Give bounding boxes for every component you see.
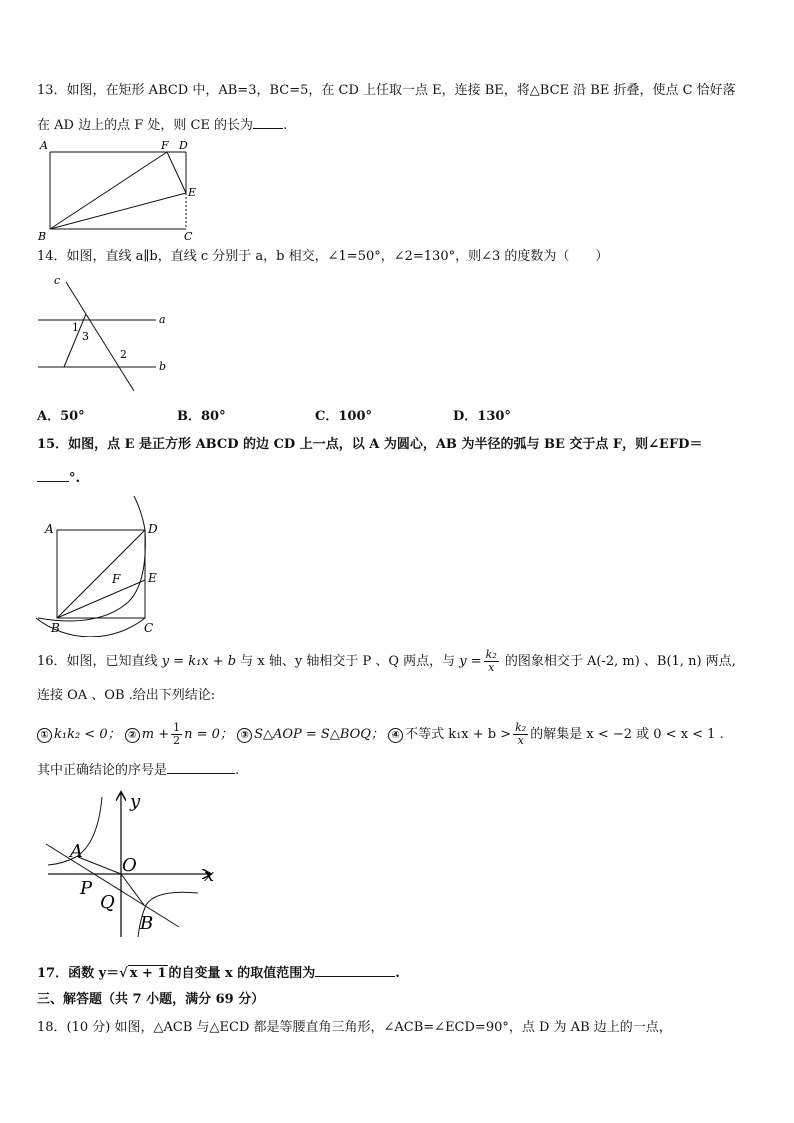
q16-eq-curve-y: y =: [459, 654, 482, 669]
q15-line2-end: °.: [69, 471, 81, 486]
q15-label-c: C: [144, 621, 154, 635]
q16-k2-num: k₂: [485, 648, 497, 661]
q14-choice-d[interactable]: D．130°: [453, 409, 511, 424]
q14-label-c: c: [54, 274, 61, 287]
q14-label-2: 2: [120, 348, 127, 361]
q15-line2: [37, 467, 80, 488]
q16-label-b: B: [140, 913, 154, 934]
q13-label-a: A: [40, 139, 48, 152]
q13-figure: [36, 136, 206, 244]
q16-c2-frac-den: 2: [173, 734, 181, 747]
q16-text-a: 16．如图，已知直线: [37, 654, 158, 669]
q16-label-a: A: [70, 841, 83, 862]
q16-line4-text: 其中正确结论的序号是: [37, 763, 168, 778]
q18-line1: 18．(10 分) 如图，△ACB 与△ECD 都是等腰直角三角形，∠ACB=∠ECD=90°，点 D 为 AB 边上的一点，: [37, 1020, 672, 1035]
q14-line1: 14．如图，直线 a∥b，直线 c 分别于 a，b 相交，∠1=50°，∠2=130°，则∠3 的度数为（ ）: [37, 249, 609, 264]
q16-c2-text-b: n = 0；: [184, 727, 233, 742]
q17-sqrt: √ x + 1: [119, 966, 167, 981]
q16-text-c: x 轴、y 轴相交于 P 、Q 两点，与: [257, 654, 456, 669]
q16-k2-fraction: [484, 649, 499, 674]
q14-label-b: b: [159, 360, 167, 373]
q16-line4-end: .: [235, 763, 240, 778]
q17-text-a: 17．函数 y＝: [37, 966, 120, 981]
q16-line1: [37, 649, 736, 674]
q16-conclusions: [37, 722, 724, 747]
q16-c2-marker: ②: [125, 728, 140, 743]
q13-line2: [37, 114, 287, 135]
q17-text-b: 的自变量 x 的取值范围为: [168, 966, 316, 981]
q13-line2-text: 在 AD 边上的点 F 处，则 CE 的长为: [37, 118, 254, 133]
section3-heading: 三、解答题（共 7 小题，满分 69 分）: [37, 992, 265, 1007]
q13-label-b: B: [38, 230, 47, 243]
q16-text-b: 与: [240, 654, 254, 669]
q16-label-q: Q: [100, 892, 115, 913]
q17-radicand: x + 1: [129, 966, 167, 981]
q16-eq-line: y = k₁x + b: [161, 654, 237, 669]
q16-c4-text-b: 的解集是 x < −2 或 0 < x < 1 .: [530, 727, 724, 742]
q17-line: [37, 962, 400, 983]
q15-answer-blank: [37, 467, 69, 482]
q15-label-e: E: [148, 571, 157, 585]
q16-figure: [40, 785, 230, 945]
q16-c4-frac-den: x: [517, 734, 524, 747]
q14-choice-a[interactable]: A．50°: [37, 409, 85, 424]
q16-line2: 连接 OA 、OB .给出下列结论:: [37, 688, 216, 703]
q16-c3-text: S△AOP = S△BOQ；: [254, 727, 384, 742]
q15-label-b: B: [51, 621, 60, 635]
q13-answer-blank: [253, 114, 283, 129]
q15-line1: 15．如图，点 E 是正方形 ABCD 的边 CD 上一点，以 A 为圆心，AB 为半径的弧与 BE 交于点 F，则∠EFD＝: [37, 437, 703, 452]
q16-c4-fraction: [513, 722, 528, 747]
q14-choice-b[interactable]: B．80°: [177, 409, 226, 424]
q16-c1-text: k₁k₂ < 0；: [54, 727, 121, 742]
q16-c4-marker: ④: [388, 728, 403, 743]
q13-line1: 13．如图，在矩形 ABCD 中，AB=3，BC=5，在 CD 上任取一点 E，连接 BE，将△BCE 沿 BE 折叠，使点 C 恰好落: [37, 83, 736, 98]
q14-label-a: a: [159, 313, 166, 326]
q14-label-1: 1: [72, 321, 79, 334]
q16-c2-fraction: [171, 722, 182, 747]
q15-figure: [36, 492, 166, 637]
q16-label-y: y: [130, 791, 141, 812]
q13-label-c: C: [184, 230, 193, 243]
q13-label-f: F: [161, 139, 169, 152]
q16-answer-blank: [167, 759, 235, 774]
q17-answer-blank: [315, 962, 395, 977]
q16-line4: [37, 759, 239, 780]
q16-c2-text-a: m +: [141, 727, 170, 742]
q16-label-p: P: [80, 878, 93, 899]
q14-label-3: 3: [82, 330, 89, 343]
q17-text-c: .: [395, 966, 400, 981]
q16-c2-frac-num: 1: [173, 721, 181, 734]
q13-label-d: D: [179, 139, 188, 152]
q16-c4-text-a: 不等式 k₁x + b >: [405, 727, 512, 742]
q15-label-f: F: [112, 572, 121, 586]
q13-label-e: E: [188, 186, 197, 199]
q16-c3-marker: ③: [237, 728, 252, 743]
q16-c1-marker: ①: [37, 728, 52, 743]
q14-figure: [36, 270, 186, 395]
q15-label-d: D: [148, 522, 158, 536]
q16-text-d: 的图象相交于 A(-2, m) 、B(1, n) 两点,: [504, 654, 736, 669]
q16-c4-frac-num: k₂: [515, 721, 527, 734]
q14-choice-c[interactable]: C．100°: [315, 409, 372, 424]
q13-line2-end: .: [283, 118, 288, 133]
q15-label-a: A: [45, 522, 54, 536]
q16-label-o: O: [122, 855, 137, 876]
q16-k2-den: x: [488, 661, 495, 674]
q16-label-x: x: [204, 865, 215, 886]
